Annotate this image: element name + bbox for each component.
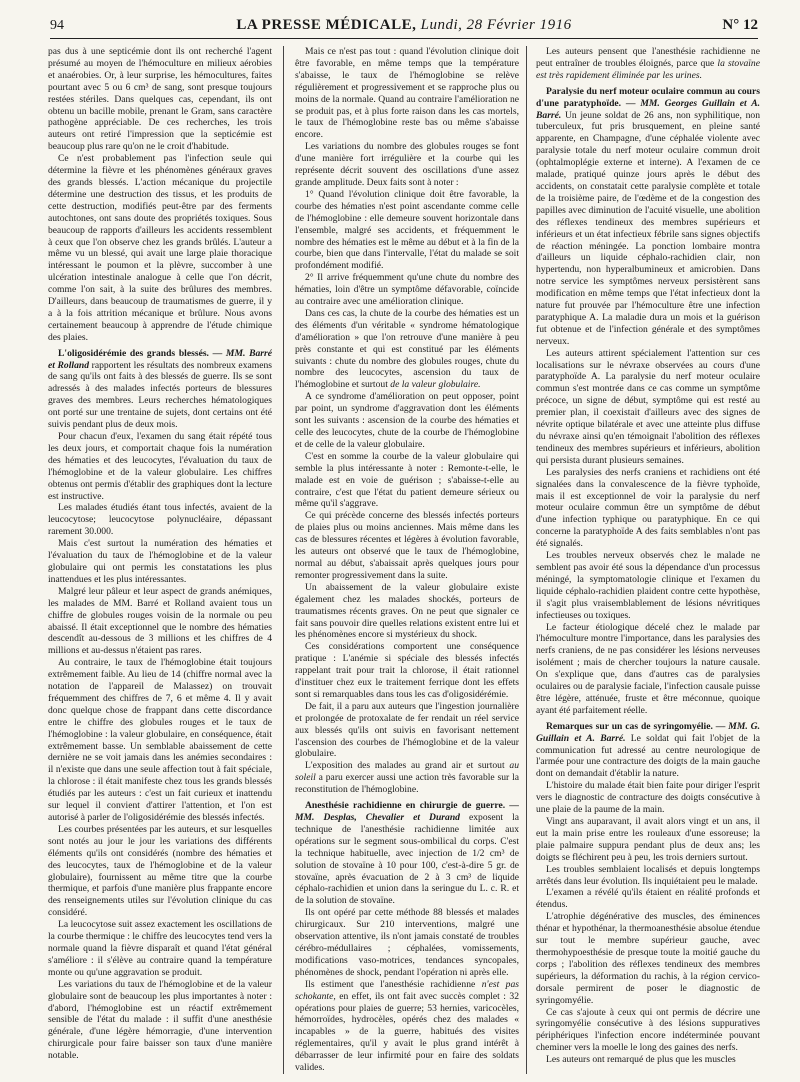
issue-date: Lundi, 28 Février 1916 bbox=[420, 17, 572, 33]
section-title: Remarques sur un cas de syringomyélie. — bbox=[546, 720, 726, 732]
section-authors: MM. Georges Guillain et A. Barré. bbox=[536, 97, 760, 121]
section-syringomyelie bbox=[536, 721, 760, 781]
paragraph: Les troubles nerveux observés chez le malade ne semblent pas avoir été sous la dépendance d'un processus méningé, la symptomatologie clinique et l'examen du liquide céphalo-rachidien plaident contre cette hypothèse, il s'agit plus vraisemblablement de lésions névritiques infectieuses ou toxiques. bbox=[536, 550, 760, 621]
section-paralysie bbox=[536, 86, 760, 348]
paragraph-text: Les auteurs pensent que l'anesthésie rachidienne ne peut entraîner de troubles éloignés, parce que bbox=[536, 46, 760, 69]
paragraph: Les paralysies des nerfs craniens et rachidiens ont été signalées dans la convalescence de la fièvre typhoïde, mais il est exceptionnel de voir la paralysie du nerf moteur oculaire commun être un symptôme de début d'une infection typhique ou paratyphique. En ce qui concerne la paratyphoïde A des faits semblables n'ont pas été signalés. bbox=[536, 466, 760, 550]
paragraph-text: Dans ces cas, la chute de la courbe des hématies est un des éléments d'un véritable « syndrome hématologique d'amélioration » que l'on retrouve d'une manière à peu près constante et qui est constitué par les éléments suivants : chute du nombre des globules rouges, chute du nombre des leucocytes, ascension du taux de l'hémoglobine et surtout bbox=[295, 307, 519, 391]
paragraph: L'histoire du malade était bien faite pour diriger l'esprit vers le diagnostic de contracture des doigts consécutive à une plaie de la paume de la main. bbox=[536, 780, 760, 816]
paragraph: L'examen a révélé qu'ils étaient en réalité profonds et étendus. bbox=[536, 887, 760, 911]
column-divider bbox=[526, 46, 527, 1074]
section-title: Anesthésie rachidienne en chirurgie de guerre. bbox=[305, 800, 506, 812]
paragraph: L'atrophie dégénérative des muscles, des éminences thénar et hypothénar, la thermoanesthésie absolue étendue sur tout le membre supérieur gauche, avec thermohypoesthésie de presque toute la moitié gauche du corps ; l'abolition des réflexes tendineux des membres supérieurs, la déformation du rachis, à la région cervico-dorsale permirent de poser le diagnostic de syringomyélie. bbox=[536, 911, 760, 1006]
paragraph: Les auteurs attirent spécialement l'attention sur ces localisations sur le névraxe observées au cours d'une paratyphoïde A. La paralysie du nerf moteur oculaire commun s'est montrée dans ce cas comme un symptôme précoce, un signe de début, symptôme qui est resté au premier plan, il coexistait d'ailleurs avec des signes de névrite optique bilatérale et avec une atteinte plus diffuse du névraxe ainsi qu'en témoignait l'abolition des réflexes tendineux des membres supérieurs et inférieurs, abolition qui persista durant plusieurs semaines. bbox=[536, 347, 760, 466]
paragraph: La leucocytose suit assez exactement les oscillations de la courbe thermique : le chiffre des leucocytes tend vers la normale quand la fièvre disparaît et quand l'état général s'améliore : il s'élève au contraire quand la température monte ou qu'une aggravation se produit. bbox=[48, 919, 272, 978]
paragraph bbox=[295, 979, 519, 1074]
section-authors: MM. G. Guillain et A. Barré. bbox=[536, 720, 760, 744]
column-divider bbox=[283, 46, 284, 1074]
paragraph-text: L'exposition des malades au grand air et surtout bbox=[305, 760, 505, 772]
section-title: L'oligosidérémie des grands blessés. — bbox=[58, 347, 223, 359]
paragraph: Les variations du taux de l'hémoglobine et de la valeur globulaire sont de beaucoup les plus importantes à noter : d'abord, l'hémoglobine est un réactif extrêmement sensible de l'état du malade : il suffit d'une anesthésie générale, d'une légère hémorragie, d'une intervention chirurgicale pour faire baisser son taux d'une manière notable. bbox=[48, 978, 272, 1062]
section-title: Paralysie du nerf moteur oculaire commun au cours d'une paratyphoïde. — bbox=[536, 85, 760, 109]
running-title bbox=[50, 17, 758, 34]
paragraph: Vingt ans auparavant, il avait alors vingt et un ans, il eut la main prise entre les rouleaux d'une essoreuse; la plaie palmaire suppura pendant plus de deux ans; les doigts se fléchirent peu à peu, les trois derniers surtout. bbox=[536, 816, 760, 863]
paragraph: Les malades étudiés étant tous infectés, avaient de la leucocytose; leucocytose polynucléaire, dépassant rarement 30.000. bbox=[48, 502, 272, 538]
paragraph: pas dus à une septicémie dont ils ont recherché l'agent présumé au moyen de l'hémoculture en milieux aérobies et anaérobies. Or, à leur surprise, les hémocultures, faites pourtant avec 5 ou 6 cm³ de sang, sont presque toujours restées stériles. Dans quelques cas, cependant, ils ont obtenu un bacille mobile, prenant le Gram, sans caractère pathogène appréciable. De ces recherches, les trois auteurs ont retiré l'impression que la septicémie est beaucoup plus rare qu'on ne le croit d'habitude. bbox=[48, 46, 272, 153]
section-text: rapportent les résultats des nombreux examens de sang qu'ils ont faits à des blessés de guerre. Ils se sont adressés à des malades infectés porteurs de blessures graves des membres. Leurs recherches hématologiques ont porté sur une trentaine de sujets, dont certains ont été suivis pendant plus de deux mois. bbox=[48, 359, 272, 431]
paragraph: Mais c'est surtout la numération des hématies et l'évaluation du taux de l'hémoglobine et de la valeur globulaire qui ont permis les constatations les plus inattendues et les plus intéressantes. bbox=[48, 538, 272, 585]
page-header bbox=[50, 14, 758, 39]
page-number: 94 bbox=[50, 18, 64, 33]
paragraph: Ce n'est probablement pas l'infection seule qui détermine la fièvre et les phénomènes généraux graves des grands blessés. L'action mécanique du projectile détermine une destruction des tissus, et les produits de cette destruction, modifiés peut-être par des ferments autochtones, ont sans doute des propriétés toxiques. Sous beaucoup de rapports d'ailleurs les accidents ressemblent à ceux que l'on observe chez les grands brûlés. L'auteur a même vu un blessé, qui avait une large plaie thoracique intéressant le poumon et la plèvre, succomber à une ulcération intestinale analogue à celle que l'on décrit, comme l'on sait, à la suite des brûlures des membres. D'ailleurs, dans beaucoup de traumatismes de guerre, il y a à la fois attrition mécanique et brûlure. Nous avons certainement beaucoup à apprendre de l'étude chimique des plaies. bbox=[48, 153, 272, 343]
paragraph: Les courbes présentées par les auteurs, et sur lesquelles sont notés au jour le jour les variations des différents éléments qu'ils ont considérés (nombre des hématies et des leucocytes, taux de l'hémoglobine et de la valeur globulaire), fournissent au même titre que la courbe thermique, et parfois d'une manière plus frappante encore des renseignements utiles sur l'évolution clinique du cas considéré. bbox=[48, 823, 272, 919]
column-1 bbox=[48, 46, 272, 1074]
paragraph: De fait, il a paru aux auteurs que l'ingestion journalière et prolongée de protoxalate de fer rendait un réel service aux blessés qu'ils ont suivis en favorisant nettement l'ascension des courbes de l'hémoglobine et de la valeur globulaire. bbox=[295, 700, 519, 760]
section-text: Le soldat qui fait l'objet de la communication fut adressé au centre neurologique de l'armée pour une contracture des doigts de la main gauche dont on demandait d'établir la nature. bbox=[536, 732, 760, 780]
publication-name: LA PRESSE MÉDICALE, bbox=[236, 17, 417, 33]
paragraph bbox=[295, 308, 519, 391]
paragraph: 1° Quand l'évolution clinique doit être favorable, la courbe des hématies n'est point ascendante comme celle de l'hémoglobine : elle demeure souvent horizontale dans l'ensemble, malgré ses accidents, et fréquemment le nombre des hématies est le même au début et à la fin de la courbe, bien que dans l'intervalle, l'état du malade se soit profondément modifié. bbox=[295, 188, 519, 272]
section-anesthesie bbox=[295, 800, 519, 907]
section-authors: — MM. Desplas, Chevalier et Durand bbox=[295, 800, 519, 823]
paragraph: Le facteur étiologique décelé chez le malade par l'hémoculture montre l'importance, dans les paralysies des nerfs craniens, de ne pas considérer les lésions nerveuses isolément ; mais de chercher toujours la nature causale. On s'explique que, dans d'autres cas de paralysies oculaires ou de paralysie faciale, l'infection causale puisse être légère, atténuée, fruste et être méconnue, quoique ayant été parfaitement réelle. bbox=[536, 621, 760, 716]
paragraph: Les variations du nombre des globules rouges se font d'une manière fort irrégulière et la courbe qui les représente décrit souvent des oscillations d'une assez grande amplitude. Deux faits sont à noter : bbox=[295, 141, 519, 188]
paragraph: Pour chacun d'eux, l'examen du sang était répété tous les deux jours, et comportait chaque fois la numération des hématies et des leucocytes, l'évaluation du taux de l'hémoglobine et de la valeur globulaire. Les chiffres obtenus ont permis d'établir des graphiques dont la lecture est instructive. bbox=[48, 431, 272, 502]
paragraph: Ce qui précède concerne des blessés infectés porteurs de plaies plus ou moins anciennes. Mais même dans les cas de blessures récentes et légères à évolution favorable, les auteurs ont observé que le taux de l'hémoglobine, normal au début, s'abaissait après quelques jours pour remonter progressivement dans la suite. bbox=[295, 510, 519, 581]
section-oligosideremie bbox=[48, 348, 272, 431]
paragraph bbox=[536, 46, 760, 82]
paragraph-text: a paru exercer aussi une action très favorable sur la reconstitution de l'hémoglobine. bbox=[295, 772, 519, 796]
paragraph: Au contraire, le taux de l'hémoglobine était toujours extrêmement faible. Au lieu de 14 (chiffre normal avec la notation de l'appareil de Malassez) on trouvait fréquemment des chiffres de 7, 6 et même 4. Il y avait donc quelque chose de frappant dans cette discordance entre le chiffre des globules rouges et le taux de l'hémoglobine : la valeur globulaire, en conséquence, était extrêmement basse. Un semblable abaissement de cette dernière ne se voit jamais dans les anémies secondaires : il n'existe que dans une seule affection tout à fait spéciale, la chlorose : il était manifeste chez tous les grands blessés étudiés par les auteurs : c'est un fait curieux et inattendu sur lequel il convient d'attirer l'attention, et l'on est autorisé à parler de l'oligosidérémie des blessés infectés. bbox=[48, 657, 272, 823]
paragraph: Ce cas s'ajoute à ceux qui ont permis de décrire une syringomyélie consécutive à des lésions suppuratives périphériques l'infection encore indéterminée pouvant cheminer vers la moelle le long des gaines des nerfs. bbox=[536, 1006, 760, 1054]
issue-number: N° 12 bbox=[722, 17, 758, 33]
section-text: exposent la technique de l'anesthésie rachidienne limitée aux opérations sur le segment sous-ombilical du corps. C'est la technique habituelle, avec injection de 1/2 cm³ de solution de stovaïne à 10 pour 100, c'est-à-dire 5 gr. de stovaïne, après évacuation de 2 à 3 cm³ de liquide céphalo-rachidien et union dans la seringue du L. c. R. et de la solution de stovaïne. bbox=[295, 812, 519, 907]
paragraph: C'est en somme la courbe de la valeur globulaire qui semble la plus intéressante à noter : Remonte-t-elle, le malade est en voie de guérison ; s'abaisse-t-elle au contraire, c'est que l'état du patient demeure sérieux ou même qu'il s'aggrave. bbox=[295, 450, 519, 510]
paragraph: Ces considérations comportent une conséquence pratique : L'anémie si spéciale des blessés infectés rappelant trait pour trait la chlorose, il était rationnel d'instituer chez eux le traitement ferrique dont les effets sont si remarquables dans tous les cas d'oligosidérémie. bbox=[295, 641, 519, 700]
emphasis: au soleil bbox=[295, 760, 519, 784]
column-2 bbox=[295, 46, 519, 1074]
paragraph: 2° Il arrive fréquemment qu'une chute du nombre des hématies, loin d'être un symptôme défavorable, coïncide au contraire avec une amélioration clinique. bbox=[295, 272, 519, 308]
emphasis: de la valeur globulaire. bbox=[390, 379, 481, 391]
column-3 bbox=[536, 46, 760, 1074]
section-authors: MM. Barré et Rolland bbox=[48, 347, 272, 371]
paragraph-text: Ils estiment que l'anesthésie rachidienne bbox=[305, 978, 476, 990]
paragraph bbox=[295, 760, 519, 796]
paragraph-text: , en effet, ils ont fait avec succès complet : 32 opérations pour plaies de guerre; 53 hernies, varicocèles, hémorroïdes, hydrocèles, opérés chez des malades « incapables » de la guerre, habitués des visites réglementaires, qu'il y avait le plus grand intérêt à débarrasser de leur infirmité pour en faire des soldats valides. bbox=[295, 990, 519, 1074]
paragraph: Ils ont opéré par cette méthode 88 blessés et malades chirurgicaux. Sur 210 interventions, malgré une observation attentive, ils n'ont jamais constaté de troubles cérébro-médullaires ; céphalées, vomissements, modifications vaso-motrices, tendances syncopales, phénomènes de shock, pendant l'opération ni après elle. bbox=[295, 907, 519, 978]
paragraph: Malgré leur pâleur et leur aspect de grands anémiques, les malades de MM. Barré et Rolland avaient tous un chiffre de globules rouges voisin de la normale ou peu abaissé. Il était exceptionnel que le nombre des hématies descendît au-dessous de 3 millions et les chiffres de 4 millions et au-dessus n'étaient pas rares. bbox=[48, 585, 272, 657]
emphasis: n'est pas schokante bbox=[295, 978, 519, 1002]
emphasis: la stovaïne est très rapidement éliminée par les urines. bbox=[536, 57, 760, 81]
paragraph: Les troubles semblaient localisés et depuis longtemps arrêtés dans leur évolution. Ils inquiétaient peu le malade. bbox=[536, 863, 760, 887]
section-text: Un jeune soldat de 26 ans, non syphilitique, non tuberculeux, fut pris brusquement, en pleine santé apparente, en Champagne, d'une céphalée violente avec paralysie totale du nerf moteur oculaire commun droit (ophtalmoplégie externe et interne). A l'examen de ce malade, pratiqué quinze jours après le début des accidents, on constatait cette paralysie complète et totale de la troisième paire, de l'œdème et de la congestion des papilles avec diminution de l'acuité visuelle, une abolition des réflexes tendineux des membres supérieurs et inférieurs et un état infectieux fébrile sans signes objectifs de réaction méningée. La ponction lombaire montra d'ailleurs un liquide céphalo-rachidien clair, non hypertendu, non hyperalbumineux et amicrobien. Dans notre service les symptômes nerveux persistèrent sans modification en même temps que l'état infectieux dont la nature fut prouvée par l'hémoculture être une infection paratyphique A. La maladie dura un mois et la guérison fut obtenue et de l'infection générale et des symptômes nerveux. bbox=[536, 109, 760, 347]
paragraph: Mais ce n'est pas tout : quand l'évolution clinique doit être favorable, en même temps que la température s'abaisse, le taux de l'hémoglobine se relève régulièrement et progressivement et se rapproche plus ou moins de la normale. Quand au contraire l'amélioration ne se produit pas, et à plus forte raison dans les cas mortels, le taux de l'hémoglobine reste bas ou même s'abaisse encore. bbox=[295, 46, 519, 141]
paragraph: Les auteurs ont remarqué de plus que les muscles bbox=[546, 1054, 736, 1066]
paragraph: A ce syndrome d'amélioration on peut opposer, point par point, un syndrome d'aggravation dont les éléments sont les suivants : ascension de la courbe des hématies et celle des leucocytes, chute de la courbe de l'hémoglobine et de celle de la valeur globulaire. bbox=[295, 391, 519, 450]
paragraph: Un abaissement de la valeur globulaire existe également chez les malades shockés, porteurs de traumatismes récents graves. On ne peut que signaler ce fait sans pouvoir dire quelles relations existent entre lui et les phénomènes encore si mystérieux du shock. bbox=[295, 581, 519, 641]
